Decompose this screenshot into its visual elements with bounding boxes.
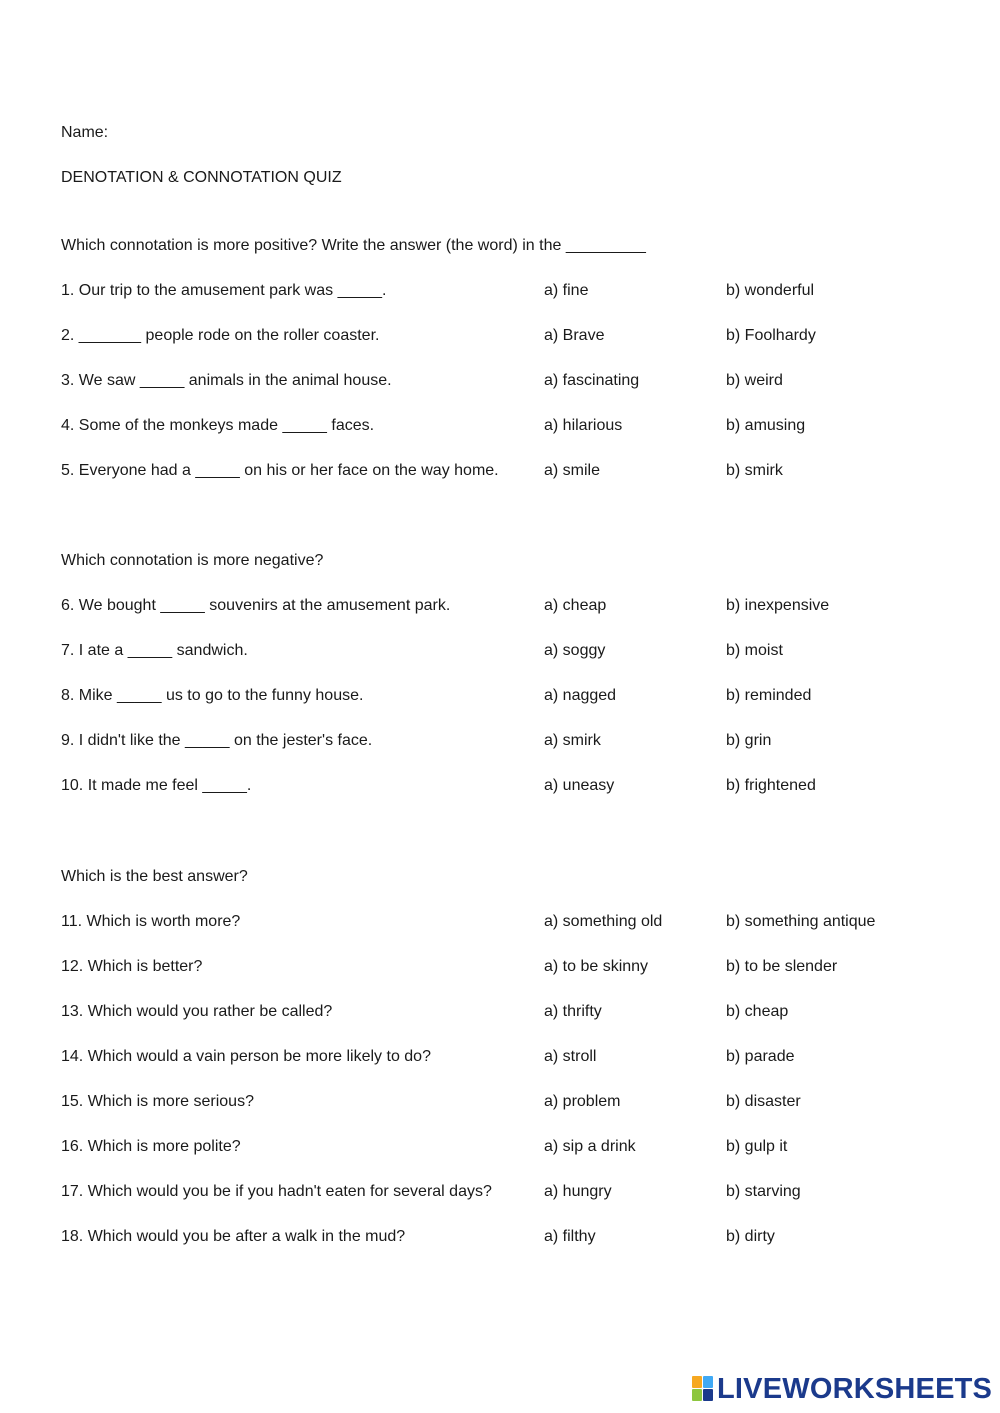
question-7-option-b: b) moist <box>726 642 783 659</box>
question-6: 6. We bought _____ souvenirs at the amusement park. <box>61 597 451 614</box>
question-17: 17. Which would you be if you hadn't eaten for several days? <box>61 1183 492 1200</box>
question-2-option-a: a) Brave <box>544 327 605 344</box>
question-17-option-a: a) hungry <box>544 1183 612 1200</box>
question-10: 10. It made me feel _____. <box>61 777 252 794</box>
question-4-option-a: a) hilarious <box>544 417 623 434</box>
question-9: 9. I didn't like the _____ on the jester's face. <box>61 732 373 749</box>
question-15: 15. Which is more serious? <box>61 1093 254 1110</box>
question-16-option-b: b) gulp it <box>726 1138 788 1155</box>
question-2-option-b: b) Foolhardy <box>726 327 816 344</box>
question-11: 11. Which is worth more? <box>61 913 241 930</box>
question-1: 1. Our trip to the amusement park was _____. <box>61 282 387 299</box>
section-3-instruction: Which is the best answer? <box>61 868 248 885</box>
question-3-option-a: a) fascinating <box>544 372 640 389</box>
question-4-option-b: b) amusing <box>726 417 806 434</box>
question-3-option-b: b) weird <box>726 372 783 389</box>
question-18-option-b: b) dirty <box>726 1228 775 1245</box>
question-1-option-a: a) fine <box>544 282 589 299</box>
liveworksheets-logo-icon <box>692 1376 714 1402</box>
question-5: 5. Everyone had a _____ on his or her face on the way home. <box>61 462 499 479</box>
liveworksheets-logo <box>692 1372 992 1406</box>
question-9-option-b: b) grin <box>726 732 772 749</box>
question-13-option-b: b) cheap <box>726 1003 789 1020</box>
question-15-option-a: a) problem <box>544 1093 621 1110</box>
quiz-title: DENOTATION & CONNOTATION QUIZ <box>61 169 342 186</box>
question-2: 2. _______ people rode on the roller coaster. <box>61 327 380 344</box>
question-7-option-a: a) soggy <box>544 642 606 659</box>
question-8-option-b: b) reminded <box>726 687 812 704</box>
question-5-option-b: b) smirk <box>726 462 783 479</box>
question-6-option-a: a) cheap <box>544 597 607 614</box>
question-3: 3. We saw _____ animals in the animal house. <box>61 372 392 389</box>
question-17-option-b: b) starving <box>726 1183 801 1200</box>
question-6-option-b: b) inexpensive <box>726 597 830 614</box>
logo-text: LIVEWORKSHEETS <box>717 1373 993 1405</box>
question-11-option-a: a) something old <box>544 913 663 930</box>
question-18-option-a: a) filthy <box>544 1228 596 1245</box>
question-12-option-a: a) to be skinny <box>544 958 649 975</box>
name-label: Name: <box>61 124 109 141</box>
question-13-option-a: a) thrifty <box>544 1003 602 1020</box>
question-8-option-a: a) nagged <box>544 687 617 704</box>
question-16: 16. Which is more polite? <box>61 1138 241 1155</box>
question-13: 13. Which would you rather be called? <box>61 1003 333 1020</box>
section-2-instruction: Which connotation is more negative? <box>61 552 324 569</box>
question-10-option-a: a) uneasy <box>544 777 615 794</box>
question-14-option-a: a) stroll <box>544 1048 597 1065</box>
question-8: 8. Mike _____ us to go to the funny house. <box>61 687 364 704</box>
question-4: 4. Some of the monkeys made _____ faces. <box>61 417 375 434</box>
question-9-option-a: a) smirk <box>544 732 601 749</box>
question-14: 14. Which would a vain person be more likely to do? <box>61 1048 431 1065</box>
question-10-option-b: b) frightened <box>726 777 816 794</box>
question-5-option-a: a) smile <box>544 462 601 479</box>
section-1-instruction: Which connotation is more positive? Write the answer (the word) in the _________ <box>61 237 646 254</box>
question-7: 7. I ate a _____ sandwich. <box>61 642 248 659</box>
question-11-option-b: b) something antique <box>726 913 876 930</box>
question-12: 12. Which is better? <box>61 958 203 975</box>
question-1-option-b: b) wonderful <box>726 282 815 299</box>
question-12-option-b: b) to be slender <box>726 958 838 975</box>
question-14-option-b: b) parade <box>726 1048 795 1065</box>
question-15-option-b: b) disaster <box>726 1093 801 1110</box>
question-16-option-a: a) sip a drink <box>544 1138 636 1155</box>
question-18: 18. Which would you be after a walk in the mud? <box>61 1228 406 1245</box>
